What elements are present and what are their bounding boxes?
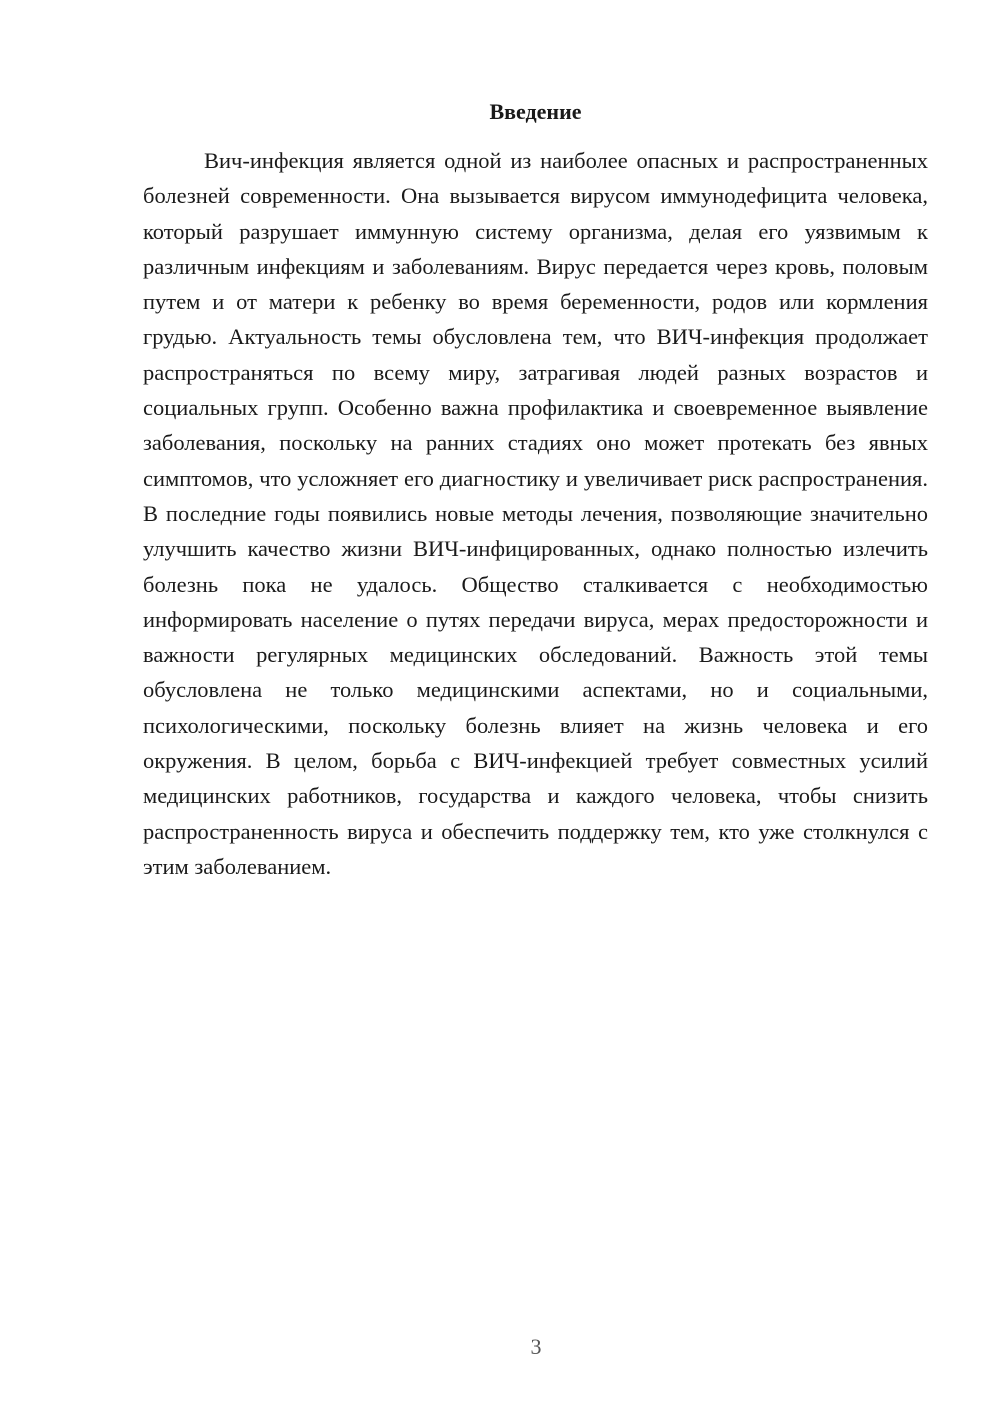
body-paragraph: Вич-инфекция является одной из наиболее опасных и распространенных болезней современности. Она вызывается вирусом иммунодефицита человека, который разрушает иммунную систему организма, делая его уязвимым к различным инфекциям и заболеваниям. Вирус передается через кровь, половым путем и от матери к ребенку во время беременности, родов или кормления грудью. Актуальность темы обусловлена тем, что ВИЧ-инфекция продолжает распространяться по всему миру, затрагивая людей разных возрастов и социальных групп. Особенно важна профилактика и своевременное выявление заболевания, поскольку на ранних стадиях оно может протекать без явных симптомов, что усложняет его диагностику и увеличивает риск распространения. В последние годы появились новые методы лечения, позволяющие значительно улучшить качество жизни ВИЧ-инфицированных, однако полностью излечить болезнь пока не удалось. Общество сталкивается с необходимостью информировать население о путях передачи вируса, мерах предосторожности и важности регулярных медицинских обследований. Важность этой темы обусловлена не только медицинскими аспектами, но и социальными, психологическими, поскольку болезнь влияет на жизнь человека и его окружения. В целом, борьба с ВИЧ-инфекцией требует совместных усилий медицинских работников, государства и каждого человека, чтобы снизить распространенность вируса и обеспечить поддержку тем, кто уже столкнулся с этим заболеванием. <box>143 148 928 879</box>
page-number: 3 <box>530 1334 542 1359</box>
section-heading: Введение <box>489 99 582 124</box>
